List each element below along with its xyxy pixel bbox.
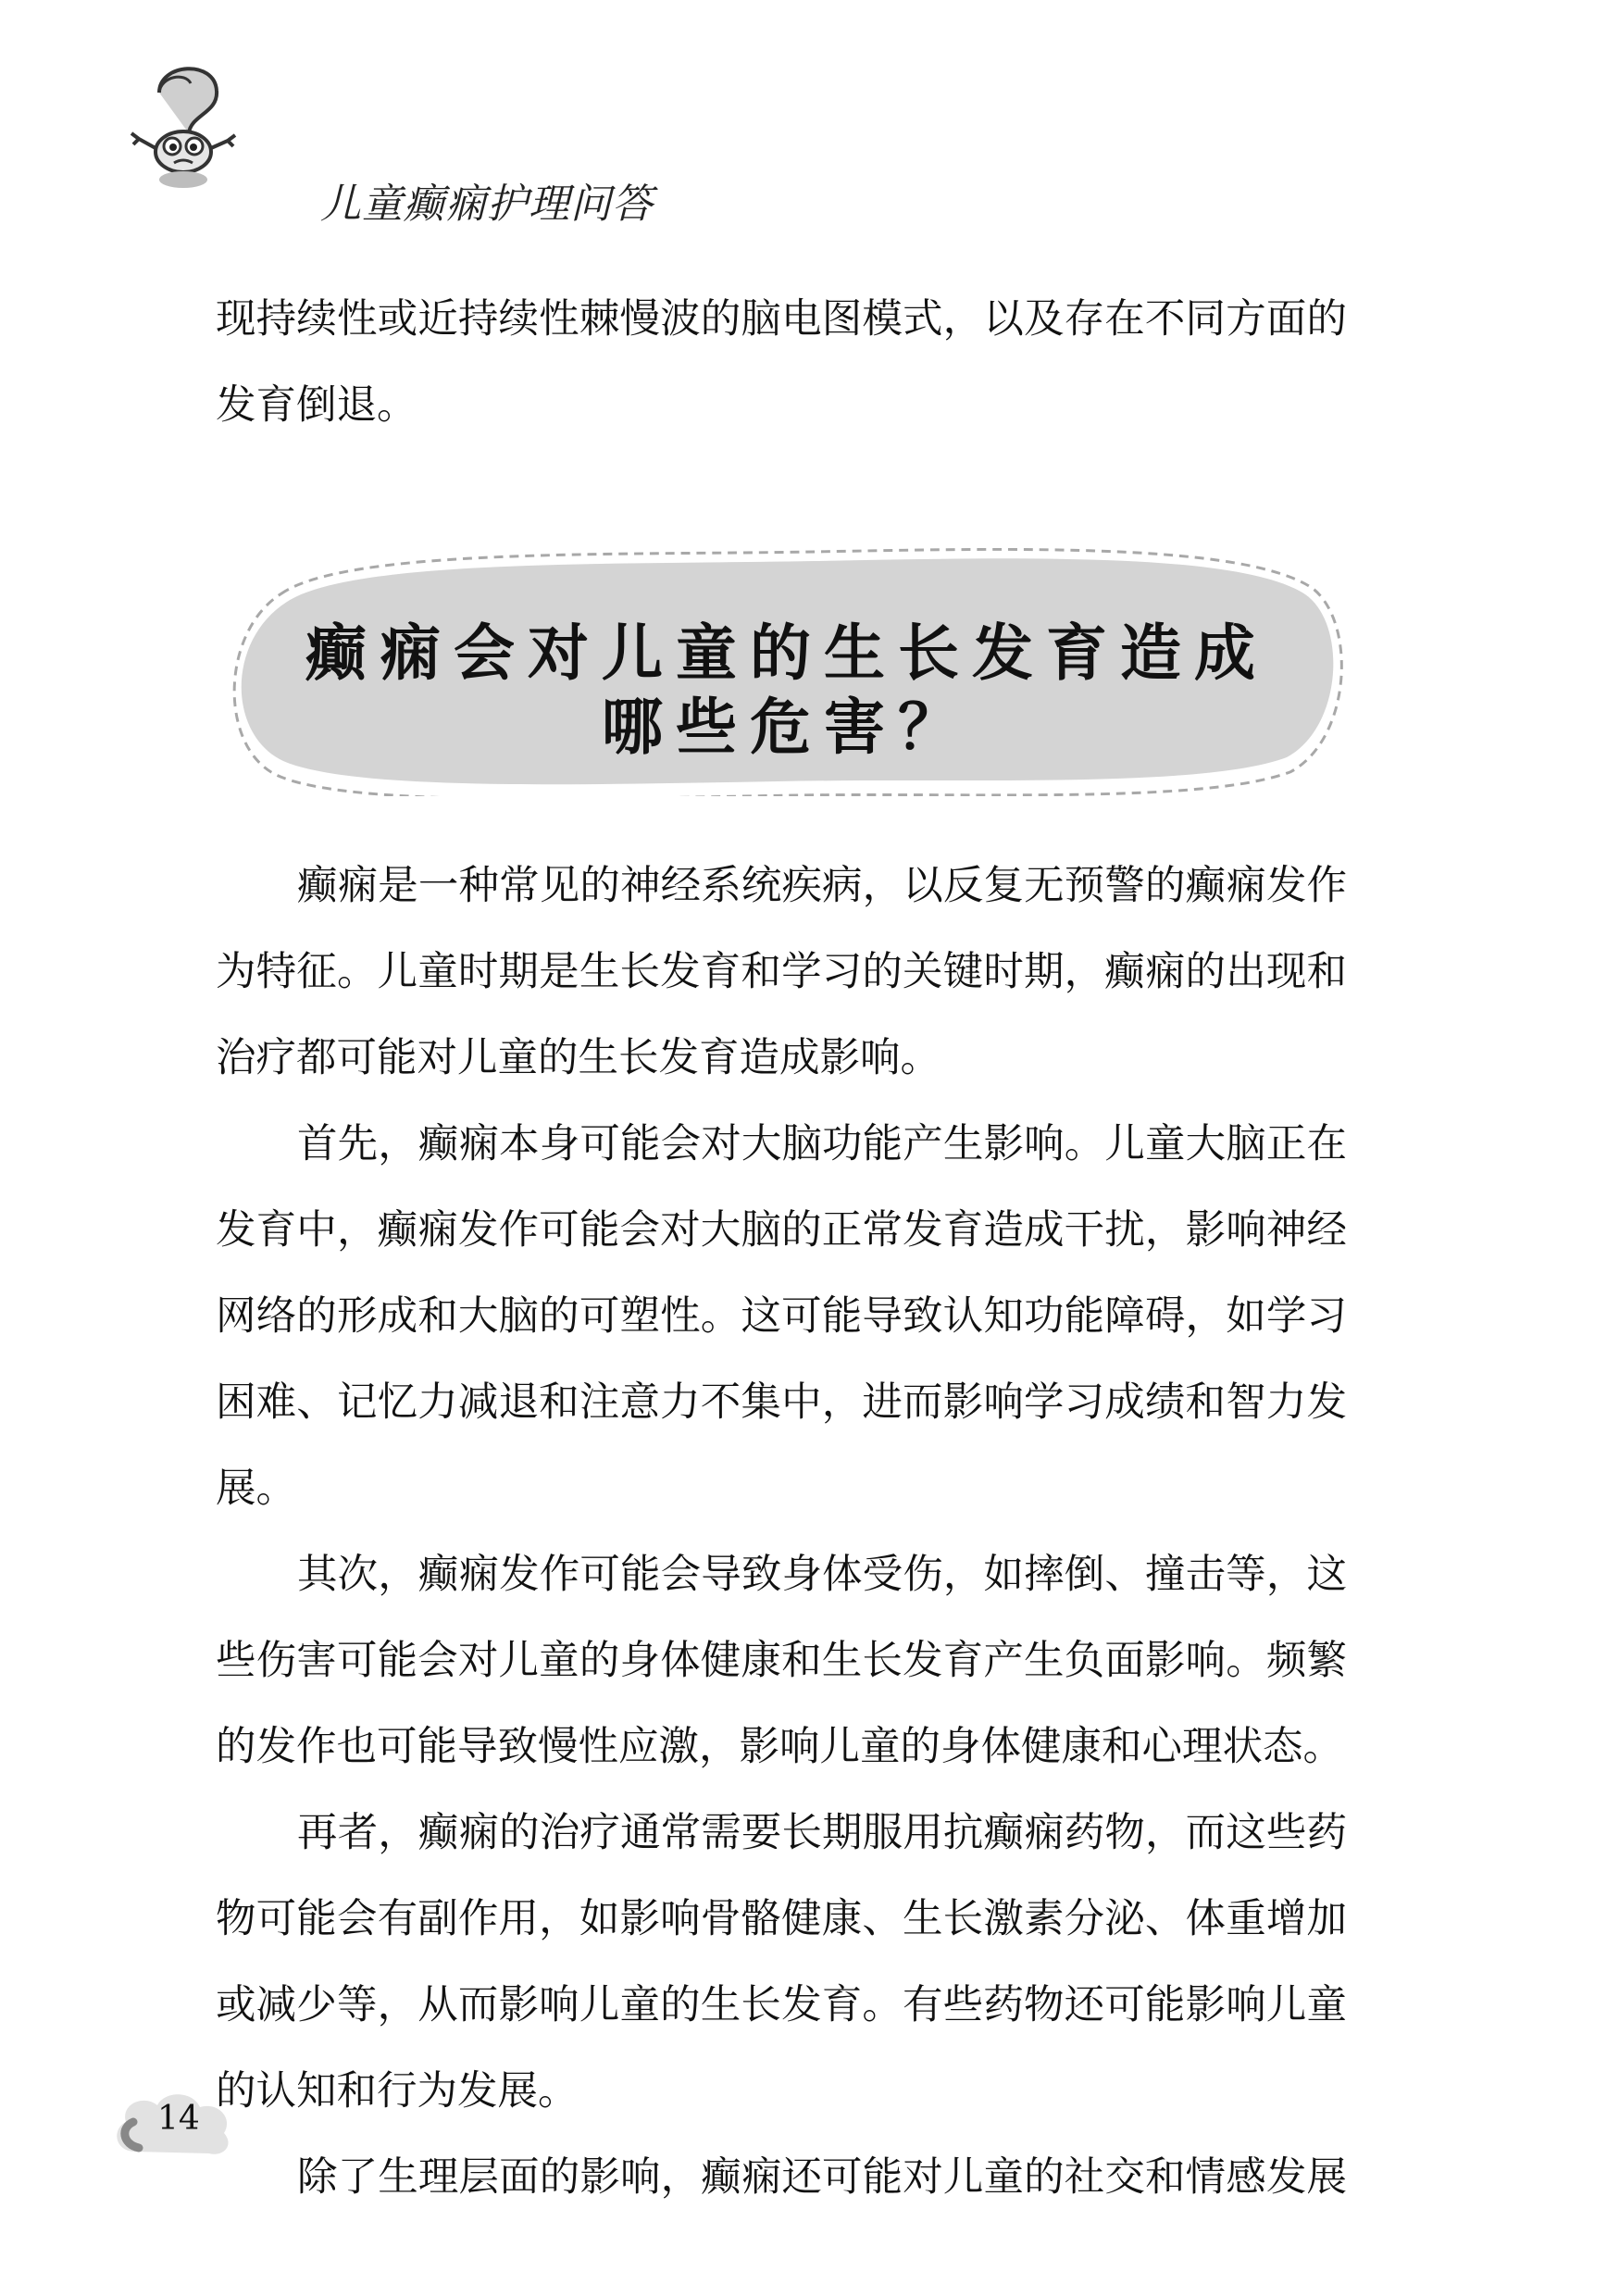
continued-paragraph-line: 现持续性或近持续性棘慢波的脑电图模式，以及存在不同方面的	[216, 296, 1347, 343]
section-title-banner	[222, 546, 1352, 796]
running-header	[111, 56, 759, 228]
question-mark-mascot-icon	[111, 56, 250, 194]
continued-paragraph-line: 发育倒退。	[216, 382, 417, 429]
section-title-line-1: 癫痫会对儿童的生长发育造成	[305, 618, 1268, 689]
continued-paragraph	[216, 277, 1347, 449]
page-number: 14	[157, 2100, 200, 2138]
paragraph: 首先，癫痫本身可能会对大脑功能产生影响。儿童大脑正在发育中，癫痫发作可能会对大脑的正常发育造成干扰，影响神经网络的形成和大脑的可塑性。这可能导致认知功能障碍，如学习困难、记忆力减退和注意力不集中，进而影响学习成绩和智力发展。	[216, 1121, 1347, 1512]
body-text	[216, 843, 1347, 2221]
paragraph: 癫痫是一种常见的神经系统疾病，以反复无预警的癫痫发作为特征。儿童时期是生长发育和学习的关键时期，癫痫的出现和治疗都可能对儿童的生长发育造成影响。	[216, 863, 1347, 1081]
running-header-title: 儿童癫痫护理问答	[320, 181, 654, 228]
section-title-line-2: 哪些危害？	[602, 692, 972, 763]
page-number-badge	[107, 2087, 237, 2161]
paragraph: 其次，癫痫发作可能会导致身体受伤，如摔倒、撞击等，这些伤害可能会对儿童的身体健康和生长发育产生负面影响。频繁的发作也可能导致慢性应激，影响儿童的身体健康和心理状态。	[216, 1552, 1347, 1770]
paragraph: 再者，癫痫的治疗通常需要长期服用抗癫痫药物，而这些药物可能会有副作用，如影响骨骼健康、生长激素分泌、体重增加或减少等，从而影响儿童的生长发育。有些药物还可能影响儿童的认知和行为发展。	[216, 1810, 1347, 2115]
paragraph: 除了生理层面的影响，癫痫还可能对儿童的社交和情感发展	[297, 2154, 1347, 2201]
